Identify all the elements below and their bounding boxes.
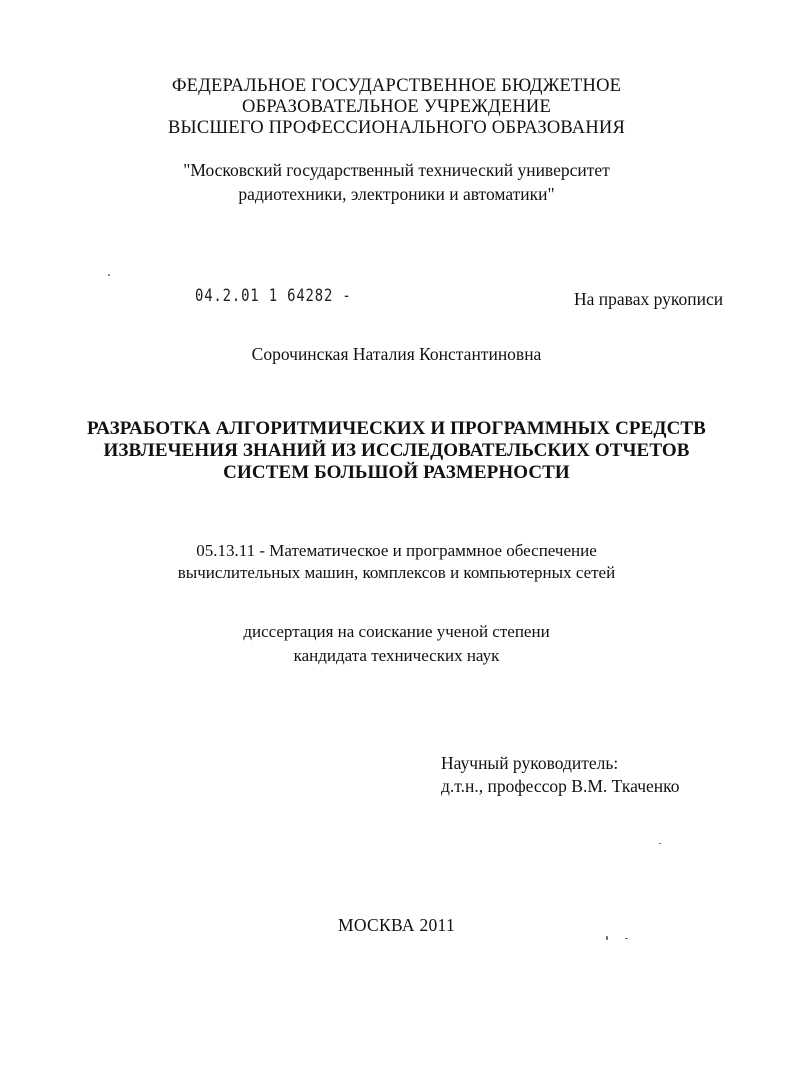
- university-line-1: "Московский государственный технический университет: [183, 160, 610, 180]
- supervisor-label: Научный руководитель:: [441, 753, 619, 773]
- scan-speck: [108, 274, 110, 276]
- degree-line-2: кандидата технических наук: [293, 646, 500, 665]
- institution-line-3: ВЫСШЕГО ПРОФЕССИОНАЛЬНОГО ОБРАЗОВАНИЯ: [167, 118, 626, 138]
- manuscript-rights: На правах рукописи: [574, 289, 724, 309]
- institution-line-2: ОБРАЗОВАТЕЛЬНОЕ УЧРЕЖДЕНИЕ: [242, 97, 551, 117]
- scan-speck: [659, 843, 661, 844]
- author-name: Сорочинская Наталия Константиновна: [251, 344, 542, 364]
- title-line-2: ИЗВЛЕЧЕНИЯ ЗНАНИЙ ИЗ ИССЛЕДОВАТЕЛЬСКИХ ОТЧЕТОВ: [103, 440, 690, 461]
- city-year: МОСКВА 2011: [338, 915, 455, 935]
- specialty-line-1: 05.13.11 - Математическое и программное обеспечение: [196, 541, 597, 560]
- scan-speck: [606, 936, 608, 940]
- university-line-2: радиотехники, электроники и автоматики": [238, 184, 555, 204]
- institution-line-1: ФЕДЕРАЛЬНОЕ ГОСУДАРСТВЕННОЕ БЮДЖЕТНОЕ: [171, 76, 622, 96]
- title-line-1: РАЗРАБОТКА АЛГОРИТМИЧЕСКИХ И ПРОГРАММНЫХ СРЕДСТВ: [87, 418, 706, 439]
- scan-speck: [625, 938, 628, 939]
- specialty-line-2: вычислительных машин, комплексов и компьютерных сетей: [177, 563, 616, 582]
- registration-number: 04.2.01 1 64282 -: [195, 286, 352, 306]
- title-line-3: СИСТЕМ БОЛЬШОЙ РАЗМЕРНОСТИ: [223, 462, 570, 483]
- supervisor-name: д.т.н., профессор В.М. Ткаченко: [441, 776, 680, 796]
- degree-line-1: диссертация на соискание ученой степени: [243, 622, 550, 641]
